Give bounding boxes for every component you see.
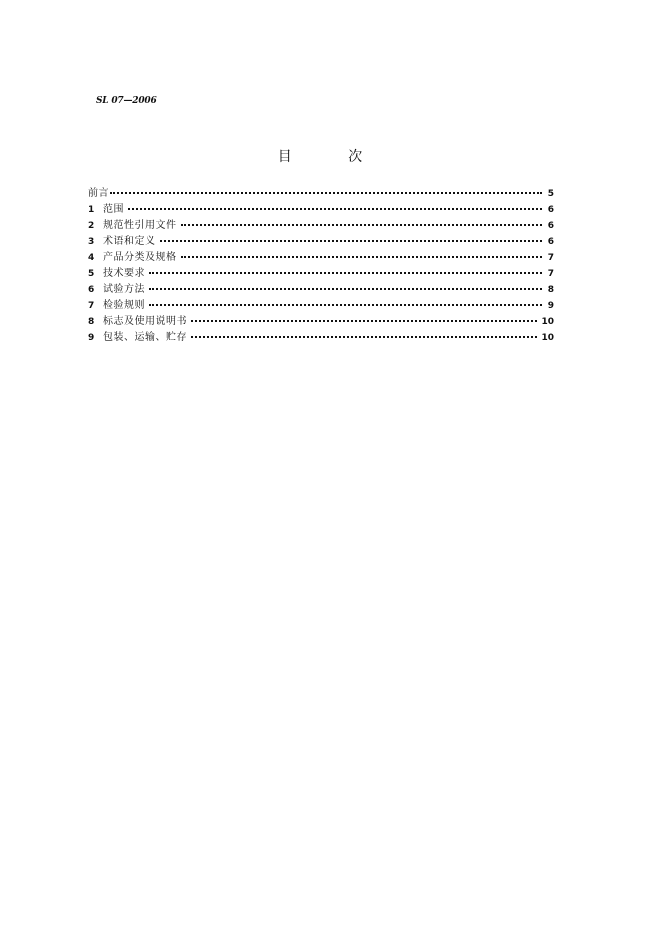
toc-entry-number: 2 bbox=[88, 221, 95, 231]
toc-entry-page: 9 bbox=[547, 301, 554, 311]
toc-entry[interactable] bbox=[88, 202, 554, 218]
toc-entry-page: 6 bbox=[547, 221, 554, 231]
toc-entry-number: 8 bbox=[88, 317, 95, 327]
toc-entry-text: 术语和定义 bbox=[103, 236, 156, 247]
toc-entry-text: 检验规则 bbox=[103, 300, 145, 311]
toc-entry-number: 4 bbox=[88, 253, 95, 263]
toc-entry-text: 标志及使用说明书 bbox=[103, 316, 187, 327]
toc-leader-dots bbox=[149, 288, 542, 290]
standard-code: SL 07—2006 bbox=[96, 96, 157, 106]
toc-entry-page: 10 bbox=[541, 317, 554, 327]
toc-entry[interactable] bbox=[88, 330, 554, 346]
toc-entry[interactable] bbox=[88, 314, 554, 330]
toc-entry-number: 6 bbox=[88, 285, 95, 295]
toc-entry-number: 7 bbox=[88, 301, 95, 311]
toc-entry-foreword[interactable] bbox=[88, 186, 554, 202]
toc-entry-text: 产品分类及规格 bbox=[103, 252, 177, 263]
toc-entry[interactable] bbox=[88, 234, 554, 250]
toc-entry[interactable] bbox=[88, 282, 554, 298]
toc-entry-number: 5 bbox=[88, 269, 95, 279]
toc-leader-dots bbox=[149, 304, 542, 306]
toc-leader-dots bbox=[110, 192, 542, 194]
toc-leader-dots bbox=[191, 320, 537, 322]
toc-leader-dots bbox=[149, 272, 542, 274]
toc-entry[interactable] bbox=[88, 266, 554, 282]
toc-entry-page: 6 bbox=[547, 237, 554, 247]
toc-entry-number: 9 bbox=[88, 333, 95, 343]
toc-entry[interactable] bbox=[88, 298, 554, 314]
toc-leader-dots bbox=[181, 224, 543, 226]
toc-entry-text: 前言 bbox=[88, 188, 109, 199]
toc-entry-text: 试验方法 bbox=[103, 284, 145, 295]
toc-entry-page: 10 bbox=[541, 333, 554, 343]
toc-entry-text: 范围 bbox=[103, 204, 124, 215]
toc-entry[interactable] bbox=[88, 250, 554, 266]
toc-entry[interactable] bbox=[88, 218, 554, 234]
toc-entry-text: 包装、运输、贮存 bbox=[103, 332, 187, 343]
toc-title: 目 次 bbox=[277, 149, 389, 165]
toc-entry-page: 8 bbox=[547, 285, 554, 295]
toc-leader-dots bbox=[160, 240, 543, 242]
toc-entry-number: 1 bbox=[88, 205, 95, 215]
toc-entry-number: 3 bbox=[88, 237, 95, 247]
toc-entry-page: 5 bbox=[547, 189, 554, 199]
toc-entry-text: 规范性引用文件 bbox=[103, 220, 177, 231]
toc-leader-dots bbox=[128, 208, 542, 210]
toc-entry-page: 6 bbox=[547, 205, 554, 215]
toc-entry-page: 7 bbox=[547, 253, 554, 263]
toc-entry-text: 技术要求 bbox=[103, 268, 145, 279]
table-of-contents bbox=[88, 186, 554, 346]
toc-leader-dots bbox=[181, 256, 543, 258]
toc-entry-page: 7 bbox=[547, 269, 554, 279]
toc-leader-dots bbox=[191, 336, 537, 338]
